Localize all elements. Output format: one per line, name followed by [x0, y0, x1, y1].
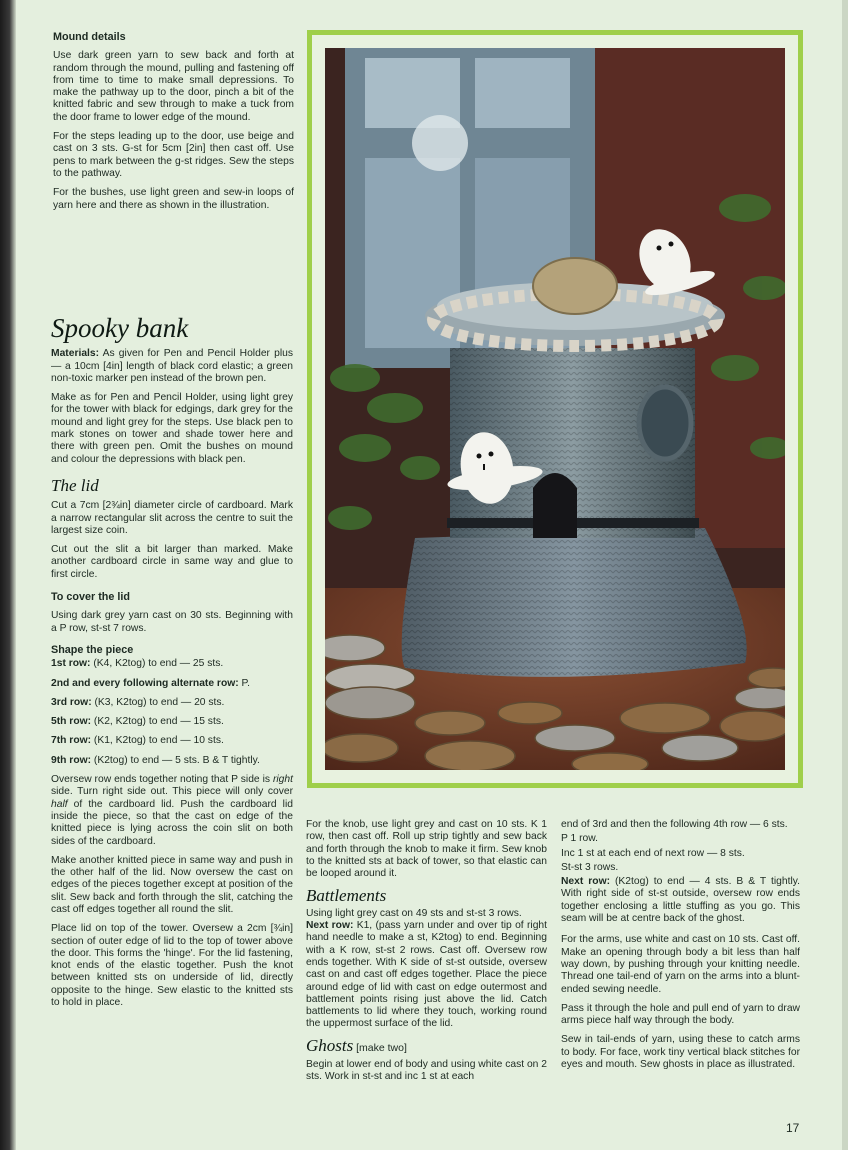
- text-run-italic: right: [272, 774, 293, 786]
- row-label: 7th row:: [51, 735, 92, 747]
- lid-paragraph: Cut out the slit a bit larger than marked. Make another cardboard circle in same way and glue to first circle.: [51, 544, 293, 580]
- column-2: [306, 819, 547, 1091]
- ghosts-note: [make two]: [356, 1041, 407, 1054]
- text-run: of the cardboard lid. Push the cardboard lid inside the piece, so that the cast on edge of the knitted piece is lying across the coin slit on both sides of the cardboard.: [51, 798, 293, 847]
- ghost-next-row: [561, 876, 800, 925]
- knitting-row: [51, 735, 293, 747]
- text-run: Using light grey cast on 49 sts and st-st 3 rows.: [306, 907, 522, 919]
- cover-lid-heading: To cover the lid: [51, 591, 130, 604]
- text-run: Oversew row ends together noting that P side is: [51, 774, 273, 786]
- ghost-step: end of 3rd and then the following 4th row — 6 sts.: [561, 819, 788, 830]
- knitting-rows: [51, 658, 293, 767]
- row-text: (K2, K2tog) to end — 15 sts.: [91, 716, 224, 728]
- row-text: (K2tog) to end — 5 sts. B & T tightly.: [91, 754, 260, 766]
- knob-paragraph: For the knob, use light grey and cast on 10 sts. K 1 row, then cast off. Roll up strip tightly and sew back and forth through the knob to make it firm. Sew knob to the knitted sts at back of tower, so that elastic can be looped around it.: [306, 819, 547, 880]
- row-text: (K1, K2tog) to end — 10 sts.: [91, 735, 224, 747]
- ghosts-heading: Ghosts: [306, 1035, 354, 1055]
- shape-piece-heading: Shape the piece: [51, 643, 134, 656]
- spooky-bank-section: [51, 313, 293, 1016]
- arms-paragraph: Pass it through the hole and pull end of yarn to draw arms piece half way through the body.: [561, 1002, 800, 1027]
- row-label: 1st row:: [51, 658, 91, 670]
- ghost-step: St-st 3 rows.: [561, 861, 619, 873]
- text-run: side. Turn right side out. This piece will only cover: [51, 786, 293, 798]
- materials-label: Materials:: [51, 348, 100, 360]
- lid-paragraph: [51, 774, 293, 848]
- battlements-paragraph: [306, 908, 547, 920]
- page-edge: [842, 0, 848, 1150]
- photo-frame: [307, 30, 803, 788]
- knitting-row: [51, 755, 293, 767]
- row-text: (K3, K2tog) to end — 20 sts.: [91, 696, 225, 708]
- row-label: 9th row:: [51, 754, 92, 766]
- battlements-next-row: [306, 920, 547, 1031]
- row-label: 5th row:: [51, 716, 92, 728]
- mound-paragraph: For the bushes, use light green and sew-in loops of yarn here and there as shown in the illustration.: [53, 187, 294, 211]
- knitting-row: [51, 697, 293, 709]
- row-text: (K2tog) to end — 4 sts. B & T tightly. With right side of st-st outside, oversew row ends together enclosing a little stuffing as you go. This seam will be at centre back of the ghost.: [561, 876, 800, 925]
- lid-paragraph: Place lid on top of the tower. Oversew a 2cm [¾in] section of outer edge of lid to the top of tower above the door. This forms the 'hinge'. For the lid fastening, knot ends of the elastic together. Push the knot between knitted sts on underside of lid, directly opposite to the hinge. Sew elastic to the knitted sts to hold in place.: [51, 923, 293, 1009]
- column-3: [561, 819, 800, 1078]
- row-text: P.: [238, 677, 250, 689]
- row-label: 2nd and every following alternate row:: [51, 677, 239, 689]
- mound-paragraph: Use dark green yarn to sew back and forth at random through the mound, pulling and fastening off from time to time to make small depressions. To make the pathway up to the door, pinch a bit of the knitted fabric and sew through to make a tuck from the door frame to lower edge of the mound.: [53, 50, 294, 123]
- cover-lid-text: Using dark grey yarn cast on 30 sts. Beginning with a P row, st-st 7 rows.: [51, 610, 293, 634]
- spooky-bank-photo: [325, 48, 785, 770]
- row-label: Next row:: [306, 920, 354, 932]
- row-label: Next row:: [561, 876, 611, 888]
- section-title: Spooky bank: [51, 313, 189, 343]
- knitting-row: [51, 716, 293, 728]
- face-paragraph: Sew in tail-ends of yarn, using these to catch arms to body. For face, work tiny vertical black stitches for eyes and mouth. Sew ghosts in place as illustrated.: [561, 1034, 800, 1071]
- mound-details-section: [53, 31, 294, 219]
- knitting-row: [51, 658, 293, 670]
- ghost-step: P 1 row.: [561, 833, 599, 845]
- ghosts-paragraph: Begin at lower end of body and using white cast on 2 sts. Work in st-st and inc 1 st at each: [306, 1059, 547, 1083]
- lid-paragraph: Make another knitted piece in same way and push in the other half of the lid. Now oversew the cast on edges of the pieces together except at position of the slit. Sew back and forth through the slit, catching the cast off edges together all round the slit.: [51, 854, 293, 915]
- ghosts-heading-line: [306, 1035, 547, 1055]
- bank-paragraph: Make as for Pen and Pencil Holder, using light grey for the tower with black for edgings, dark grey for the mound and light grey for the steps. Use black pen to mark stones on tower and shade tower here and there with green pen. Omit the bushes on mound and colour the depressions with black pen.: [51, 392, 293, 465]
- page-number: 17: [786, 1121, 800, 1135]
- materials-paragraph: [51, 348, 293, 385]
- row-label: 3rd row:: [51, 696, 92, 708]
- battlements-heading: Battlements: [306, 886, 387, 906]
- mound-heading: Mound details: [53, 31, 126, 43]
- text-run-italic: half: [51, 798, 68, 810]
- book-spine: [0, 0, 16, 1150]
- row-text: K1, (pass yarn under and over tip of right hand needle to make a st, K2tog) to end. Beginning with a K row, st-st 2 rows. Cast off. Oversew row ends together. With K side of st-st outside, oversew cast on and cast off edges together. Place the piece around edge of lid with cast on edge outermost and battlement points rising just above the lid. Catch battlements to lid where they touch, working round the uppermost surface of the lid.: [306, 920, 548, 1030]
- row-text: (K4, K2tog) to end — 25 sts.: [90, 658, 224, 670]
- arms-paragraph: For the arms, use white and cast on 10 sts. Cast off. Make an opening through body a bit less than half way down, by pushing through your knitting needle. Thread one tail-end of yarn on the arms into a blunt-ended sewing needle.: [561, 934, 800, 995]
- lid-paragraph: Cut a 7cm [2¾in] diameter circle of cardboard. Mark a narrow rectangular slit across the centre to suit the largest size coin.: [51, 500, 293, 536]
- knitting-row: [51, 678, 293, 690]
- lid-heading: The lid: [51, 475, 99, 495]
- mound-paragraph: For the steps leading up to the door, use beige and cast on 3 sts. G-st for 5cm [2in] then cast off. Use pens to mark between the g-st ridges. Sew the steps to the pathway.: [53, 131, 294, 179]
- ghost-step: Inc 1 st at each end of next row — 8 sts.: [561, 847, 745, 859]
- materials-text: As given for Pen and Pencil Holder plus — a 10cm [4in] length of black cord elastic; a green non-toxic marker pen instead of the brown pen.: [51, 348, 293, 384]
